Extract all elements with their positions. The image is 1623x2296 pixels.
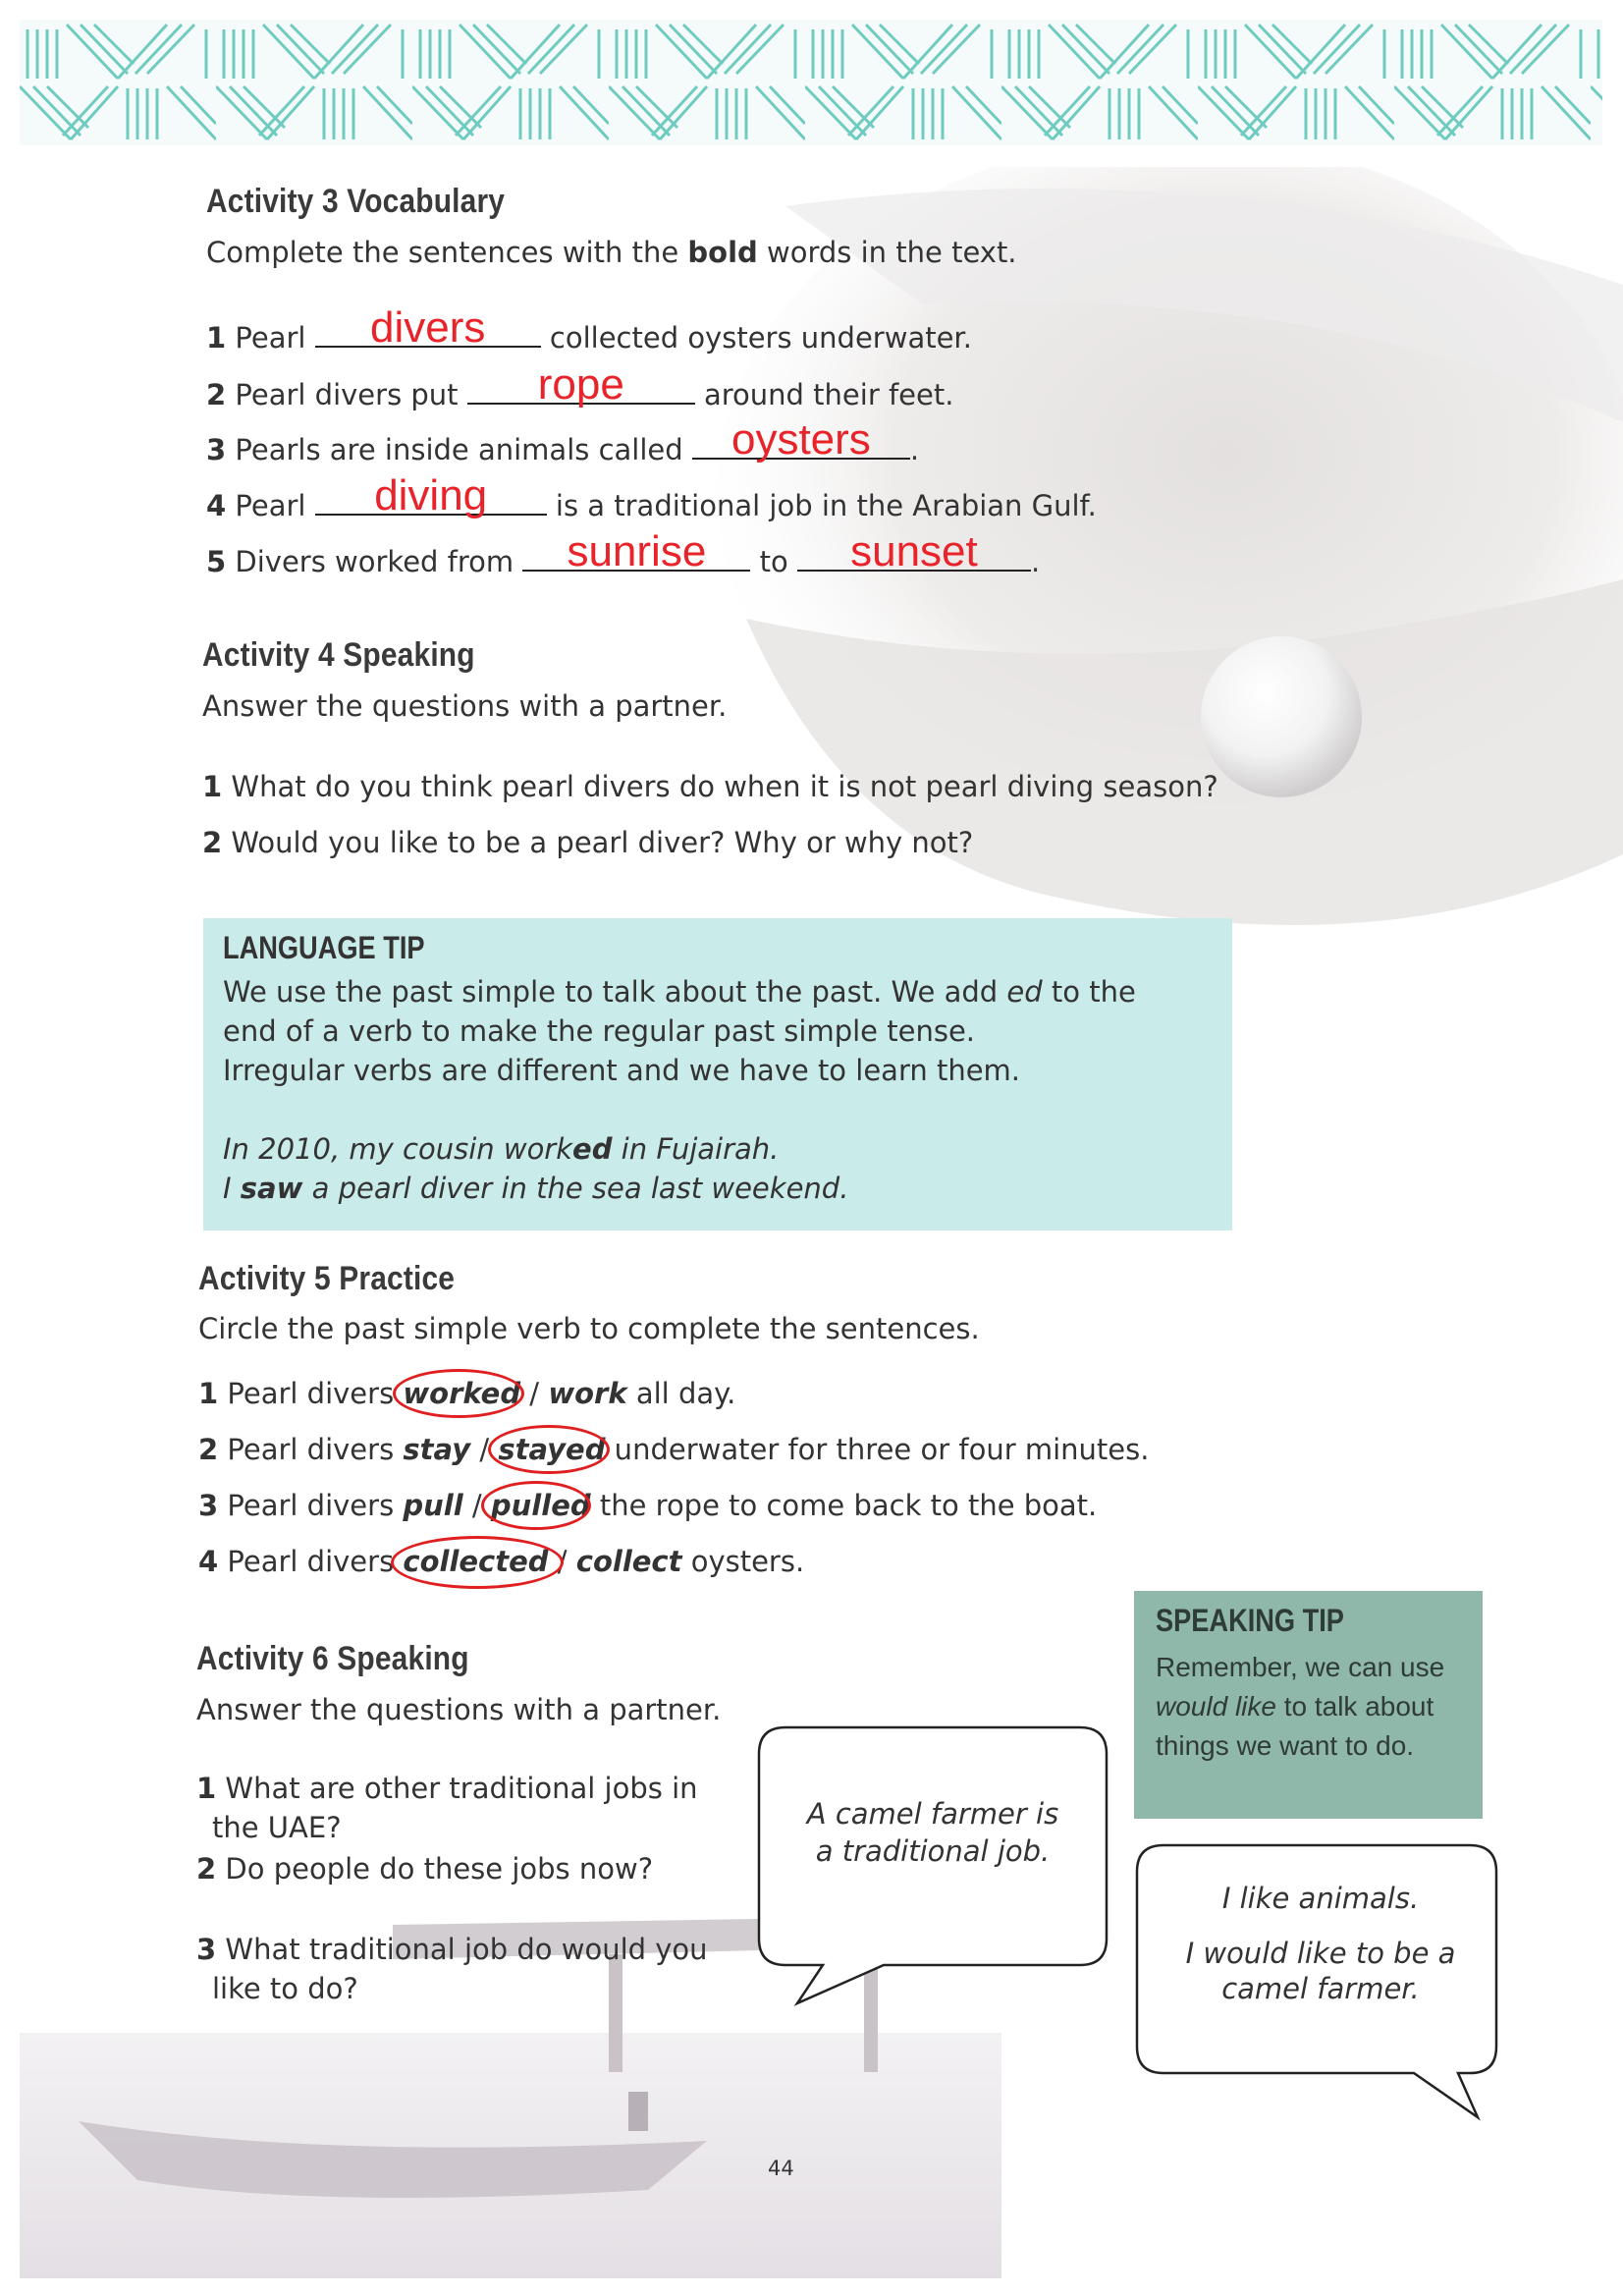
red-circle-mark: [481, 1481, 591, 1530]
handwritten-answer: oysters: [730, 415, 871, 464]
activity6-instruction: Answer the questions with a partner.: [196, 1693, 722, 1726]
practice-item-3: 3 Pearl divers pull / pulled the rope to come back to the boat.: [198, 1489, 1097, 1522]
geometric-pattern: [20, 20, 1602, 145]
activity3-instruction: Complete the sentences with the bold words in the text.: [206, 236, 1017, 269]
speaking-question-1: 1 What do you think pearl divers do when it is not pearl diving season?: [202, 770, 1218, 803]
vocab-item-5: 5 Divers worked from sunrise to sunset .: [206, 527, 1041, 578]
handwritten-answer: rope: [537, 360, 624, 409]
choice-option-circled[interactable]: collected: [403, 1545, 548, 1578]
red-circle-mark: [488, 1425, 610, 1474]
speaking-question-1-cont: the UAE?: [212, 1811, 342, 1844]
vocab-item-2: 2 Pearl divers put rope around their feet.: [206, 360, 954, 411]
choice-option[interactable]: pull: [403, 1489, 463, 1522]
bubble2-text: I like animals. I would like to be a camel farmer.: [1185, 1882, 1456, 2005]
red-circle-mark: [393, 1369, 524, 1418]
activity5-instruction: Circle the past simple verb to complete the sentences.: [198, 1312, 980, 1345]
handwritten-answer: divers: [369, 303, 486, 352]
speaking-tip-title: SPEAKING TIP: [1156, 1603, 1344, 1638]
vocab-item-4: 4 Pearl diving is a traditional job in the Arabian Gulf.: [206, 471, 1097, 522]
choice-option[interactable]: collect: [575, 1545, 682, 1578]
answer-blank[interactable]: [315, 303, 541, 352]
decorative-header-band: [20, 20, 1602, 145]
activity6-title: Activity 6 Speaking: [196, 1640, 469, 1677]
bubble1-text: A camel farmer is a traditional job.: [806, 1797, 1059, 1868]
speaking-question-1: 1 What are other traditional jobs in: [196, 1772, 698, 1805]
speaking-question-3: 3 What traditional job do would you: [196, 1933, 708, 1966]
handwritten-answer: sunrise: [567, 527, 707, 575]
answer-blank[interactable]: [522, 527, 750, 575]
choice-option[interactable]: stay: [403, 1433, 471, 1466]
speaking-tip-box: [1134, 1591, 1483, 1819]
language-tip-box: [203, 918, 1232, 1230]
tip-line: We use the past simple to talk about the past. We add ed to the: [223, 975, 1136, 1009]
tip-line: end of a verb to make the regular past simple tense.: [223, 1014, 976, 1048]
speaking-question-2: 2 Would you like to be a pearl diver? Why or why not?: [202, 826, 974, 859]
red-circle-mark: [391, 1536, 564, 1589]
handwritten-answer: sunset: [850, 527, 978, 575]
activity3-title: Activity 3 Vocabulary: [206, 183, 506, 220]
answer-blank[interactable]: [315, 471, 547, 519]
language-tip-title: LANGUAGE TIP: [223, 930, 425, 965]
activity4-title: Activity 4 Speaking: [202, 636, 475, 674]
answer-blank[interactable]: [467, 360, 695, 409]
choice-option-circled[interactable]: stayed: [498, 1433, 605, 1466]
vocab-item-1: 1 Pearl divers collected oysters underwater.: [206, 303, 972, 355]
activity5-title: Activity 5 Practice: [198, 1260, 456, 1297]
practice-item-1: 1 Pearl divers worked / work all day.: [198, 1377, 735, 1410]
tip-example: I saw a pearl diver in the sea last weekend.: [223, 1172, 849, 1205]
vocab-item-3: 3 Pearls are inside animals called oysters .: [206, 415, 920, 466]
practice-item-4: 4 Pearl divers collected / collect oysters.: [198, 1545, 804, 1578]
page-number: 44: [768, 2157, 794, 2180]
choice-option[interactable]: work: [548, 1377, 627, 1410]
handwritten-answer: diving: [374, 471, 488, 519]
speaking-tip-text: Remember, we can use would like to talk about things we want to do.: [1156, 1652, 1445, 1761]
choice-option-circled[interactable]: pulled: [491, 1489, 591, 1522]
speaking-question-3-cont: like to do?: [212, 1972, 358, 2005]
practice-item-2: 2 Pearl divers stay / stayed underwater for three or four minutes.: [198, 1433, 1149, 1466]
answer-blank[interactable]: [692, 415, 910, 464]
speaking-question-2: 2 Do people do these jobs now?: [196, 1852, 654, 1886]
activity4-instruction: Answer the questions with a partner.: [202, 689, 728, 723]
answer-blank[interactable]: [797, 527, 1031, 575]
tip-example: In 2010, my cousin worked in Fujairah.: [223, 1132, 780, 1166]
tip-line: Irregular verbs are different and we have to learn them.: [223, 1054, 1021, 1087]
choice-option-circled[interactable]: worked: [403, 1377, 520, 1410]
